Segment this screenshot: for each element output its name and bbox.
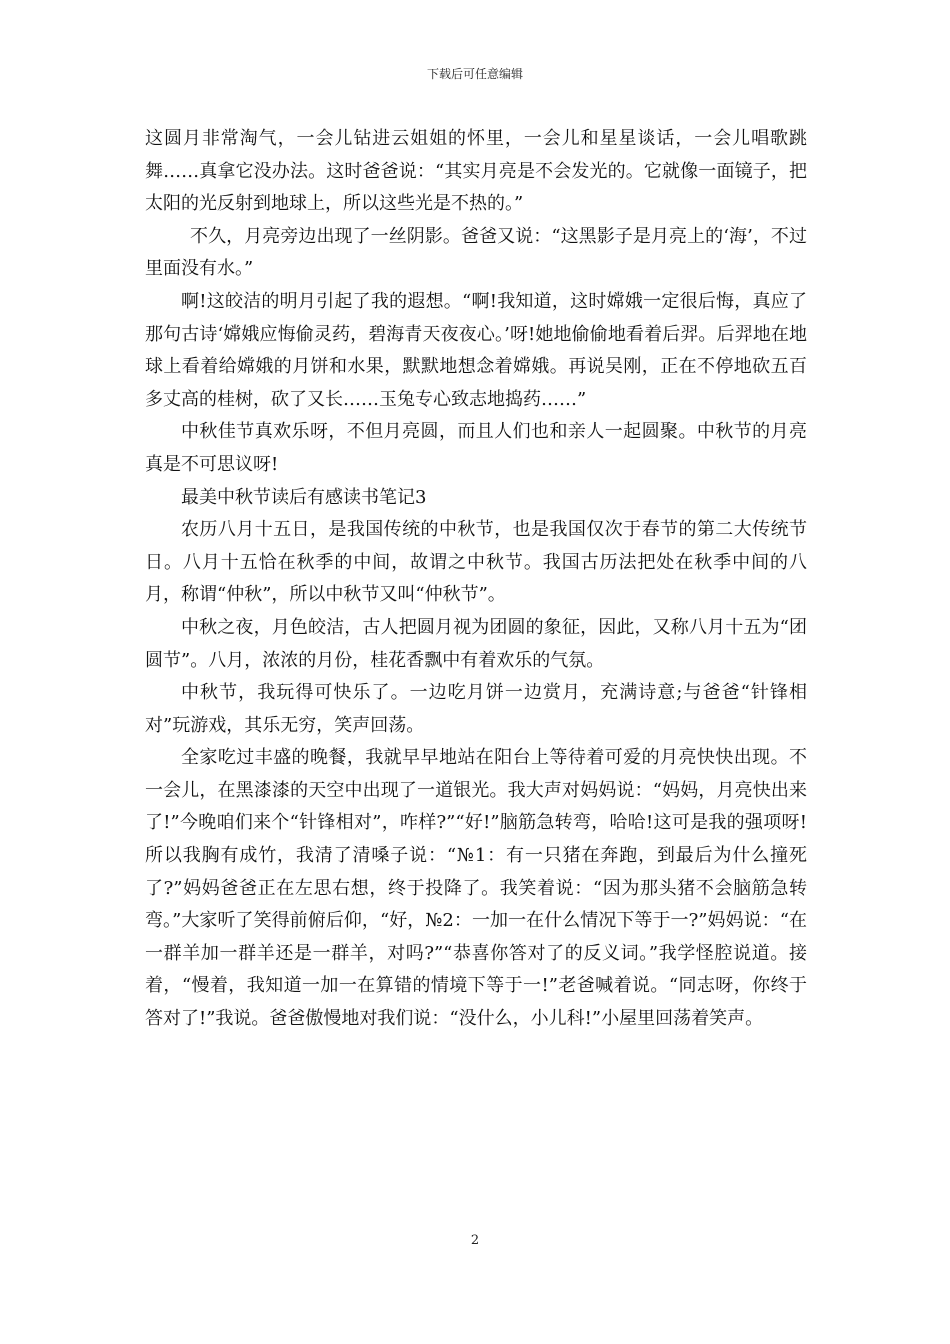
paragraph-1: 这圆月非常淘气，一会儿钻进云姐姐的怀里，一会儿和星星谈话，一会儿唱歌跳舞……真拿它没办法。这时爸爸说：“其实月亮是不会发光的。它就像一面镜子，把太阳的光反射到地球上，所以这些光是不热的。” [145,128,807,215]
paragraph-7: 中秋节，我玩得可快乐了。一边吃月饼一边赏月，充满诗意;与爸爸“针锋相对”玩游戏，其乐无穷，笑声回荡。 [145,682,807,736]
paragraph-6: 中秋之夜，月色皎洁，古人把圆月视为团圆的象征，因此，又称八月十五为“团圆节”。八月，浓浓的月份，桂花香飘中有着欢乐的气氛。 [145,616,807,671]
paragraph-5: 农历八月十五日，是我国传统的中秋节，也是我国仅次于春节的第二大传统节日。八月十五恰在秋季的中间，故谓之中秋节。我国古历法把处在秋季中间的八月，称谓“仲秋”，所以中秋节又叫“仲秋节”。 [145,519,807,606]
paragraph-3: 啊!这皎洁的明月引起了我的遐想。“啊!我知道，这时嫦娥一定很后悔，真应了那句古诗‘嫦娥应悔偷灵药，碧海青天夜夜心。’呀!她地偷偷地看着后羿。后羿地在地球上看着给嫦娥的月饼和水果，默默地想念着嫦娥。再说吴刚，正在不停地砍五百多丈高的桂树，砍了又长……玉兔专心致志地捣药……” [145,290,807,410]
section-heading: 最美中秋节读后有感读书笔记3 [181,486,427,508]
paragraph-4: 中秋佳节真欢乐呀，不但月亮圆，而且人们也和亲人一起圆聚。中秋节的月亮真是不可思议呀! [145,421,807,475]
document-body [145,123,807,1036]
page-header: 下载后可任意编辑 [426,67,523,81]
paragraph-8: 全家吃过丰盛的晚餐，我就早早地站在阳台上等待着可爱的月亮快快出现。不一会儿，在黑漆漆的天空中出现了一道银光。我大声对妈妈说：“妈妈，月亮快出来了!”今晚咱们来个“针锋相对”，咋样?”“好!”脑筋急转弯，哈哈!这可是我的强项呀!所以我胸有成竹，我清了清嗓子说：“№1：有一只猪在奔跑，到最后为什么撞死了?”妈妈爸爸正在左思右想，终于投降了。我笑着说：“因为那头猪不会脑筋急转弯。”大家听了笑得前俯后仰，“好，№2：一加一在什么情况下等于一?”妈妈说：“在一群羊加一群羊还是一群羊，对吗?”“恭喜你答对了的反义词。”我学怪腔说道。接着，“慢着，我知道一加一在算错的情境下等于一!”老爸喊着说。“同志呀，你终于答对了!”我说。爸爸傲慢地对我们说：“没什么，小儿科!”小屋里回荡着笑声。 [145,747,807,1030]
paragraph-2: 不久，月亮旁边出现了一丝阴影。爸爸又说：“这黑影子是月亮上的‘海’，不过里面没有水。” [145,225,807,280]
page-number: 2 [470,1233,480,1248]
